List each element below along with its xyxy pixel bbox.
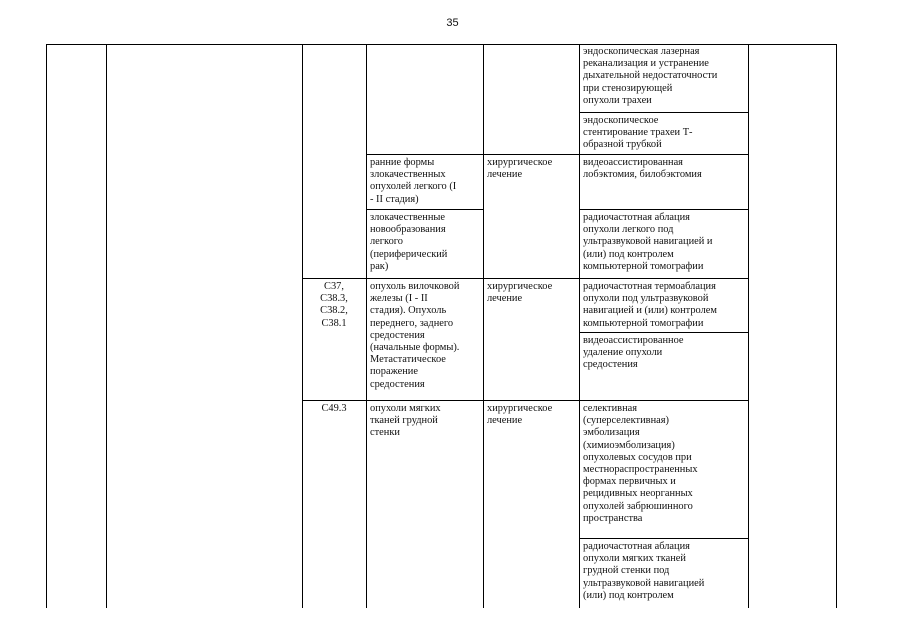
table-border-left bbox=[46, 44, 47, 608]
method-cell: эндоскопическая лазерная реканализация и устранение дыхательной недостаточности при стенозирующей опухоли трахеи bbox=[583, 46, 718, 106]
row-divider bbox=[366, 209, 484, 210]
row-divider bbox=[579, 538, 749, 539]
col-divider-4 bbox=[483, 44, 484, 608]
method-cell: видеоассистированное удаление опухоли средостения bbox=[583, 335, 684, 371]
row-divider bbox=[302, 400, 749, 401]
method-cell: эндоскопическое стентирование трахеи Т- образной трубкой bbox=[583, 115, 693, 151]
method-cell: радиочастотная аблация опухоли легкого под ультразвуковой навигацией и (или) под контролем компьютерной томографии bbox=[583, 212, 713, 272]
treatment-cell: хирургическое лечение bbox=[487, 403, 553, 427]
page-number: 35 bbox=[446, 17, 459, 29]
col-divider-6 bbox=[748, 44, 749, 608]
col-divider-5 bbox=[579, 44, 580, 608]
code-cell: C37, C38.3, C38.2, C38.1 bbox=[320, 281, 348, 329]
row-divider bbox=[366, 154, 749, 155]
code-cell: C49.3 bbox=[321, 403, 347, 414]
table-border-top bbox=[46, 44, 837, 45]
row-divider bbox=[302, 278, 749, 279]
col-divider-1 bbox=[106, 44, 107, 608]
method-cell: радиочастотная аблация опухоли мягких тканей грудной стенки под ультразвуковой навигацией (или) под контролем bbox=[583, 541, 705, 601]
row-divider bbox=[579, 112, 749, 113]
treatment-cell: хирургическое лечение bbox=[487, 281, 553, 305]
disease-cell: ранние формы злокачественных опухолей легкого (I - II стадия) bbox=[370, 157, 457, 205]
method-cell: селективная (суперселективная) эмболизация (химиоэмболизация) опухолевых сосудов при местнораспространенных формах первичных и рецидивных неорганных опухолей забрюшинного пространства bbox=[583, 403, 698, 524]
method-cell: видеоассистированная лобэктомия, билобэктомия bbox=[583, 157, 702, 181]
row-divider bbox=[579, 209, 749, 210]
row-divider bbox=[579, 332, 749, 333]
method-cell: радиочастотная термоаблация опухоли под ультразвуковой навигацией и (или) контролем компьютерной томографии bbox=[583, 281, 717, 329]
treatment-cell: хирургическое лечение bbox=[487, 157, 553, 181]
disease-cell: опухоль вилочковой железы (I - II стадия). Опухоль переднего, заднего средостения (начальные формы). Метастатическое поражение средостения bbox=[370, 281, 460, 390]
table-border-right bbox=[836, 44, 837, 608]
disease-cell: злокачественные новообразования легкого (периферический рак) bbox=[370, 212, 448, 272]
col-divider-3 bbox=[366, 44, 367, 608]
disease-cell: опухоли мягких тканей грудной стенки bbox=[370, 403, 441, 439]
